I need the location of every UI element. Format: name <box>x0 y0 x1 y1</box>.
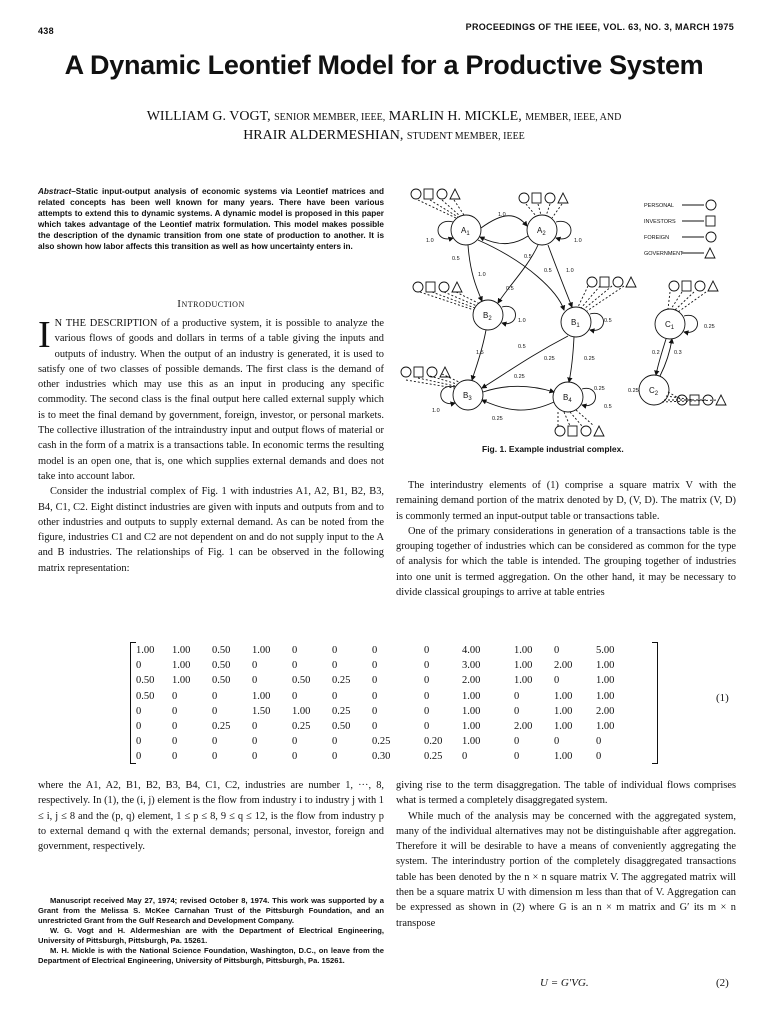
matrix-cell: 0 <box>252 751 258 763</box>
matrix-cell: 0 <box>424 690 430 702</box>
matrix-cell: 0 <box>292 751 298 763</box>
matrix-right-bracket <box>652 642 658 764</box>
legend-personal: PERSONAL <box>644 203 674 209</box>
flow-label: 0.2 <box>652 350 660 356</box>
flow-label: 0.5 <box>452 256 460 262</box>
matrix-cell: 0 <box>292 690 298 702</box>
intro-paragraph-1 <box>38 316 384 484</box>
matrix-cell: 0.50 <box>292 675 311 687</box>
matrix-cell: 0 <box>212 736 218 748</box>
drop-cap: I <box>38 314 51 356</box>
matrix-cell: 1.00 <box>514 675 533 687</box>
matrix-cell: 1.00 <box>596 660 615 672</box>
flow-label: 0.3 <box>674 350 682 356</box>
matrix-row <box>136 643 636 658</box>
matrix-cell: 0.25 <box>332 705 351 717</box>
legend-investors: INVESTORS <box>644 219 676 225</box>
matrix-cell: 1.00 <box>514 645 533 656</box>
matrix-cell: 1.00 <box>554 690 573 702</box>
industrial-complex-diagram <box>398 182 738 442</box>
flow-label: 0.25 <box>584 356 595 362</box>
matrix-cell: 0.50 <box>136 675 155 687</box>
flow-label: 0.25 <box>594 386 605 392</box>
matrix-cell: 0 <box>172 736 178 748</box>
matrix-cell: 2.00 <box>462 675 481 687</box>
matrix-cell: 0.50 <box>212 660 231 672</box>
footnote-manuscript: Manuscript received May 27, 1974; revised October 8, 1974. This work was supported by a Grant from the Melissa S. McKee Carnahan Trust of the Pittsburgh Foundation, and an unrestricted Grant from the Gulf Research and Development Company. <box>38 896 384 925</box>
flow-label: 1.0 <box>574 238 582 244</box>
lower-right-paragraph-1: giving rise to the term disaggregation. The table of individual flows comprises what is termed a completely disaggregated system. <box>396 780 736 807</box>
matrix-cell: 1.00 <box>172 660 191 672</box>
flow-label: 1.0 <box>518 318 526 324</box>
matrix-cell: 2.00 <box>514 721 533 733</box>
flow-label: 0.25 <box>514 374 525 380</box>
matrix-cell: 1.00 <box>462 705 481 717</box>
flow-label: 1.0 <box>432 408 440 414</box>
legend-government: GOVERNMENT <box>644 251 684 257</box>
flow-label: 0.5 <box>506 286 514 292</box>
abstract <box>38 186 384 252</box>
matrix-cell: 1.00 <box>292 705 311 717</box>
matrix-row <box>136 689 636 704</box>
flow-label: 0.5 <box>604 318 612 324</box>
matrix-cell: 0 <box>424 645 430 656</box>
matrix-equation-1 <box>130 642 690 766</box>
matrix-cell: 0.50 <box>136 690 155 702</box>
label-b3: $B_3$ <box>463 391 472 402</box>
legend <box>644 203 684 257</box>
matrix-cell: 0 <box>372 660 378 672</box>
matrix-cell: 0 <box>292 645 298 656</box>
matrix-cell: 1.00 <box>596 690 615 702</box>
equation-number-2: (2) <box>716 977 729 989</box>
matrix-cell: 0 <box>252 660 258 672</box>
equation-number-1: (1) <box>716 692 729 704</box>
flow-label: 1.0 <box>478 272 486 278</box>
label-b1: $B_1$ <box>571 318 580 329</box>
matrix-cell: 0 <box>424 660 430 672</box>
page-number: 438 <box>38 26 54 36</box>
matrix-cell: 0.50 <box>212 675 231 687</box>
matrix-cell: 0 <box>372 690 378 702</box>
matrix-cell: 0 <box>554 675 560 687</box>
demand-symbols-a1 <box>411 189 460 199</box>
matrix-cell: 0 <box>252 736 258 748</box>
matrix-cell: 0 <box>136 660 142 672</box>
matrix-cell: 0 <box>514 736 520 748</box>
matrix-cell: 1.00 <box>172 645 191 656</box>
demand-symbols-b3 <box>401 367 450 377</box>
flow-label: 0.5 <box>544 268 552 274</box>
matrix-cell: 0 <box>136 736 142 748</box>
matrix-cell: 2.00 <box>554 660 573 672</box>
matrix-cell: 0 <box>212 751 218 763</box>
label-a2: $A_2$ <box>537 226 546 237</box>
matrix-cell: 0 <box>514 690 520 702</box>
flow-label: 0.5 <box>518 344 526 350</box>
matrix-cell: 0 <box>136 751 142 763</box>
matrix-cell: 0 <box>252 721 258 733</box>
matrix-cell: 0 <box>372 705 378 717</box>
matrix-cell: 1.00 <box>554 721 573 733</box>
matrix-cell: 0.25 <box>424 751 443 763</box>
label-a1: $A_1$ <box>461 226 470 237</box>
demand-symbols-b2 <box>413 282 462 292</box>
flow-label: 1.0 <box>498 212 506 218</box>
lower-right-paragraph-2: While much of the analysis may be concerned with the aggregated system, many of the individual alternatives may not be distinguishable after aggregation. Therefore it will be desirable to have a means of conveniently aggregating the system. The interindustry portion of the completely disaggregated transactions table has been denoted by the n × n square matrix V. The aggregated matrix will then be a square matrix U with dimension m less than that of V. Aggregation can be expressed as shown in (2) where G is an n × m matrix and G′ its m × n transpose <box>396 810 736 929</box>
matrix-cell: 1.00 <box>462 721 481 733</box>
matrix-cell: 0 <box>332 690 338 702</box>
lower-right-body <box>396 778 736 931</box>
matrix-cell: 1.00 <box>514 660 533 672</box>
matrix-cell: 0 <box>596 736 602 748</box>
label-b4: $B_4$ <box>563 393 572 404</box>
flow-label: 0.5 <box>524 254 532 260</box>
intro-p1-text: N THE DESCRIPTION of a productive system, it is possible to analyze the various flows of goods and dollars in terms of a table giving the inputs and outputs of industry. When the output of an industry is generated, it is used to satisfy one of two classes of possible demands. The first class is the demand of other industries which may use this as an input in producing any specific commodity. The second class is the final output here called external supply which is to meet the final demand by government, foreign, investor, or personal markets. The collective illustration of the intraindustry input and output flows of material or cash in the form of a matrix is a transactions table. In economic terms the resulting model is an open one, that is, one which supplies external demands and does not take into account labor. <box>38 318 384 482</box>
label-c1: $C_1$ <box>665 320 675 331</box>
label-b2: $B_2$ <box>483 311 492 322</box>
matrix-cell: 0 <box>332 645 338 656</box>
flow-label: 1.0 <box>566 268 574 274</box>
author-2-role: MEMBER, IEEE, AND <box>525 112 622 123</box>
matrix-cell: 0 <box>424 675 430 687</box>
matrix-cell: 1.00 <box>554 705 573 717</box>
matrix-row <box>136 749 636 764</box>
matrix-cell: 1.00 <box>596 721 615 733</box>
flow-label: 0.25 <box>704 324 715 330</box>
matrix-cell: 0 <box>514 705 520 717</box>
matrix-cell: 0 <box>172 721 178 733</box>
matrix-cell: 0 <box>172 751 178 763</box>
paper-title: A Dynamic Leontief Model for a Productive System <box>64 50 704 80</box>
legend-foreign: FOREIGN <box>644 235 670 241</box>
matrix-cell: 0 <box>596 751 602 763</box>
matrix-cell: 4.00 <box>462 645 481 656</box>
label-c2: $C_2$ <box>649 386 659 397</box>
author-1-role: SENIOR MEMBER, IEEE, <box>274 112 386 123</box>
equation-2: U = G′VG. <box>540 977 589 989</box>
author-3-name: HRAIR ALDERMESHIAN, <box>243 128 404 143</box>
matrix-cell: 0 <box>372 675 378 687</box>
matrix-cell: 0.20 <box>424 736 443 748</box>
matrix-cell: 3.00 <box>462 660 481 672</box>
author-2-name: MARLIN H. MICKLE, <box>388 109 522 124</box>
flow-label: 0.25 <box>544 356 555 362</box>
matrix-cell: 0 <box>212 690 218 702</box>
lower-left-paragraph: where the A1, A2, B1, B2, B3, B4, C1, C2, industries are number 1, ···, 8, respectively. In (1), the (i, j) element is the flow from industry i to industry j with 1 ≤ i, j ≤ 8 and the (p, q) element, 1 ≤ p ≤ 8, 9 ≤ q ≤ 12, is the flow from industry p to external demand q with the external demands; personal, investor, foreign and government, respectively. <box>38 780 384 853</box>
matrix-cell: 0 <box>372 645 378 656</box>
figure-caption: Fig. 1. Example industrial complex. <box>482 444 624 454</box>
matrix-cell: 0 <box>292 660 298 672</box>
matrix-cell: 1.00 <box>172 675 191 687</box>
flow-labels <box>426 212 715 422</box>
matrix-cell: 0 <box>424 705 430 717</box>
flow-label: 0.5 <box>604 404 612 410</box>
abstract-label: Abstract <box>38 187 72 196</box>
matrix-cell: 1.00 <box>596 675 615 687</box>
demand-symbols-a2 <box>519 193 568 203</box>
matrix-table <box>136 643 636 765</box>
matrix-cell: 0 <box>332 660 338 672</box>
matrix-cell: 0 <box>554 645 560 656</box>
right-paragraph-1: The interindustry elements of (1) comprise a square matrix V with the remaining demand portion of the matrix denoted by D, (V, D). The matrix (V, D) is commonly termed an input-output table or transactions table. <box>396 480 736 522</box>
matrix-cell: 1.00 <box>252 690 271 702</box>
matrix-cell: 0 <box>212 705 218 717</box>
matrix-row <box>136 658 636 673</box>
matrix-cell: 0 <box>332 736 338 748</box>
matrix-cell: 0.25 <box>372 736 391 748</box>
matrix-cell: 0.30 <box>372 751 391 763</box>
intro-paragraph-2: Consider the industrial complex of Fig. 1 with industries A1, A2, B1, B2, B3, B4, C1, C2. Eight distinct industries are given with inputs and outputs from and to other industries and outputs to supply external demand. As can be noted from the figure, industries C1 and C2 are not dependent on and do not supply input to the A and B industries. The relationships of Fig. 1 can be observed in the following matrix representation: <box>38 486 384 574</box>
matrix-cell: 0 <box>424 721 430 733</box>
matrix-cell: 5.00 <box>596 645 615 656</box>
matrix-cell: 0.25 <box>332 675 351 687</box>
matrix-cell: 0 <box>554 736 560 748</box>
right-column-body <box>396 478 736 600</box>
matrix-cell: 0.25 <box>292 721 311 733</box>
matrix-cell: 0 <box>332 751 338 763</box>
matrix-cell: 0.50 <box>332 721 351 733</box>
matrix-cell: 0 <box>136 705 142 717</box>
matrix-cell: 1.00 <box>136 645 155 656</box>
demand-symbols-b4 <box>555 426 604 436</box>
matrix-cell: 0 <box>372 721 378 733</box>
demand-symbols-c1 <box>669 281 718 291</box>
matrix-cell: 0 <box>252 675 258 687</box>
matrix-cell: 0.50 <box>212 645 231 656</box>
flow-label: 0.25 <box>492 416 503 422</box>
lower-left-body <box>38 778 384 854</box>
flow-label: 0.25 <box>628 388 639 394</box>
matrix-cell: 1.00 <box>462 690 481 702</box>
matrix-cell: 0 <box>514 751 520 763</box>
footnote-affiliation-2: M. H. Mickle is with the National Science Foundation, Washington, D.C., on leave from the Department of Electrical Engineering, University of Pittsburgh, Pittsburgh, Pa. 15261. <box>38 946 384 965</box>
matrix-cell: 0 <box>172 705 178 717</box>
footnote <box>38 896 384 966</box>
matrix-cell: 0 <box>462 751 468 763</box>
matrix-cell: 1.00 <box>252 645 271 656</box>
abstract-text: –Static input-output analysis of economic systems via Leontief matrices and related concepts has been well known for many years. There have been various attempts to extend this to dynamic systems. A dynamic model is proposed in this paper which takes advantage of the Leontief matrix formulation. This model makes possible the description of the dynamic transition from one state of production to another. It is also shown how labor affects this transition as well as how uncertainty enters in. <box>38 187 384 251</box>
footnote-affiliation-1: W. G. Vogt and H. Aldermeshian are with the Department of Electrical Engineering, University of Pittsburgh, Pittsburgh, Pa. 15261. <box>38 926 384 945</box>
matrix-cell: 2.00 <box>596 705 615 717</box>
matrix-cell: 0 <box>136 721 142 733</box>
flow-label: 1.5 <box>476 350 484 356</box>
matrix-cell: 1.50 <box>252 705 271 717</box>
demand-symbols-b1 <box>587 277 636 287</box>
matrix-row <box>136 734 636 749</box>
matrix-cell: 0.25 <box>212 721 231 733</box>
author-3-role: STUDENT MEMBER, IEEE <box>406 131 525 142</box>
matrix-cell: 1.00 <box>554 751 573 763</box>
introduction-body <box>38 316 384 576</box>
section-heading-introduction: Introduction <box>177 298 245 310</box>
matrix-row <box>136 673 636 688</box>
figure-1 <box>398 182 738 454</box>
matrix-row <box>136 704 636 719</box>
right-paragraph-2: One of the primary considerations in generation of a transactions table is the grouping together of industries which can be considered as common for the type of analysis for which the table is intended. The grouping together of industries into one unit is termed aggregation. On the other hand, it may be necessary to divide classical groupings to arrive at table entries <box>396 525 736 599</box>
matrix-cell: 0 <box>172 690 178 702</box>
matrix-cell: 1.00 <box>462 736 481 748</box>
flow-label: 1.0 <box>426 238 434 244</box>
author-list <box>0 108 768 146</box>
journal-header: PROCEEDINGS OF THE IEEE, VOL. 63, NO. 3, MARCH 1975 <box>465 22 734 32</box>
matrix-cell: 0 <box>292 736 298 748</box>
matrix-row <box>136 719 636 734</box>
author-1-name: WILLIAM G. VOGT, <box>146 109 271 124</box>
